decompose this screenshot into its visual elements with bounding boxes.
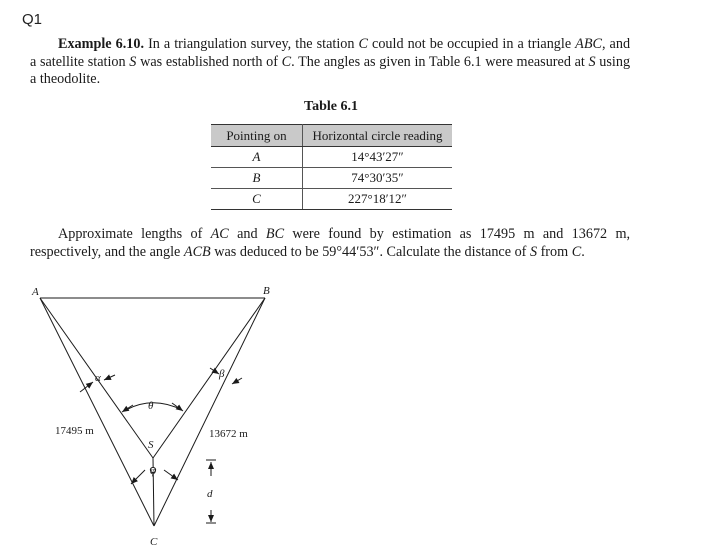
phi-arrow: [164, 470, 178, 480]
beta-arrow: [232, 378, 242, 384]
label-theta: θ: [148, 400, 154, 412]
reading-cell: 74°30′35″: [303, 168, 453, 189]
label-s: S: [148, 439, 154, 451]
approx-paragraph: Approximate lengths of AC and BC were found by estimation as 17495 m and 13672 m, respectively, and the angle ACB was deduced to be 59°44′53″. Calculate the distance of S from C.: [30, 226, 631, 260]
label-beta: β: [219, 368, 225, 380]
phi-arrow: [131, 470, 145, 484]
beta-arrow: [210, 368, 219, 374]
label-length-bc: 13672 m: [209, 428, 248, 440]
label-phi: φ: [150, 465, 157, 477]
reading-cell: 14°43′27″: [303, 147, 453, 168]
label-alpha: α: [95, 372, 101, 384]
line-ac: [40, 298, 157, 526]
station-cell: A: [211, 147, 303, 168]
triangulation-figure: [0, 270, 707, 554]
question-number: Q1: [22, 11, 43, 28]
table-caption: Table 6.1: [304, 99, 358, 114]
angles-table: [211, 124, 452, 210]
header-circle-reading: Horizontal circle reading: [303, 125, 453, 147]
example-paragraph: Example 6.10. In a triangulation survey, the station C could not be occupied in a triangle ABC, and a satellite station S was established north of C. The angles as given in Table 6.1 were measured at S using a theodolite.: [30, 36, 631, 87]
label-length-ac: 17495 m: [55, 425, 94, 437]
reading-cell: 227°18′12″: [303, 189, 453, 210]
table-row: [211, 168, 452, 189]
theta-arrow: [122, 405, 133, 412]
label-d: d: [207, 488, 213, 500]
table-row: [211, 147, 452, 168]
label-c: C: [150, 536, 158, 548]
table-row: [211, 189, 452, 210]
label-b: B: [263, 285, 270, 297]
header-pointing-on: Pointing on: [211, 125, 303, 147]
label-a: A: [32, 286, 39, 298]
alpha-arrow: [104, 375, 115, 380]
station-cell: B: [211, 168, 303, 189]
example-label: Example 6.10.: [58, 36, 145, 52]
table-header-row: [211, 125, 452, 147]
station-cell: C: [211, 189, 303, 210]
theta-arrow: [172, 403, 183, 411]
